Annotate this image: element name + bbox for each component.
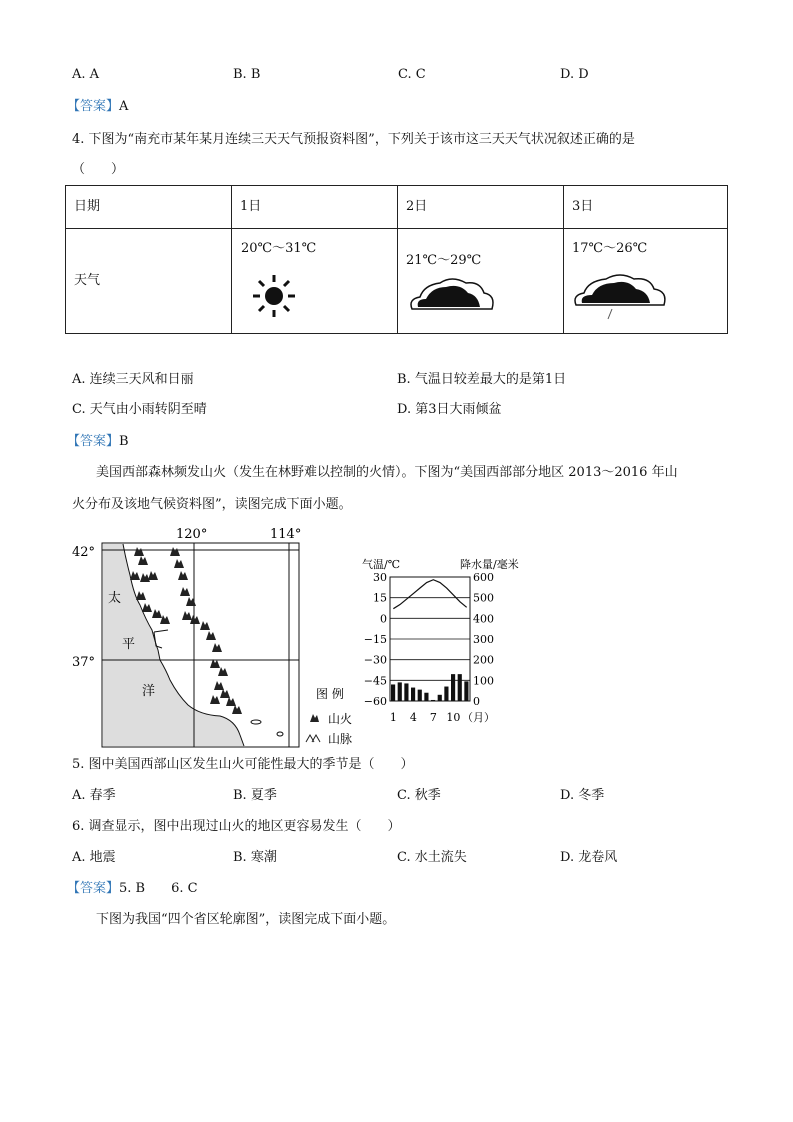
temp-day1: 20℃～31℃ bbox=[241, 241, 317, 256]
q3-answer bbox=[67, 99, 128, 115]
precip-bar bbox=[411, 688, 415, 701]
q3-option-a: A. A bbox=[72, 67, 100, 82]
answer-value: B bbox=[119, 434, 129, 449]
x-tick-label: 1 bbox=[389, 711, 397, 724]
precip-bar bbox=[404, 683, 408, 701]
row-label-weather: 天气 bbox=[74, 273, 101, 288]
left-tick-label: −45 bbox=[363, 674, 387, 688]
right-tick-label: 300 bbox=[473, 633, 494, 646]
precip-bar bbox=[444, 687, 448, 701]
ocean-char-2: 平 bbox=[122, 637, 136, 652]
q5-option-d: D. 冬季 bbox=[560, 788, 605, 803]
right-tick-label: 500 bbox=[473, 591, 494, 605]
q4-option-c: C. 天气由小雨转阴至晴 bbox=[72, 402, 207, 417]
climate-chart bbox=[360, 555, 535, 727]
precip-bar bbox=[451, 674, 455, 701]
overcast-cloud-icon bbox=[408, 273, 498, 313]
x-tick-label: 7 bbox=[429, 711, 437, 724]
left-tick-label: 30 bbox=[373, 571, 387, 584]
q6-option-d: D. 龙卷风 bbox=[560, 850, 618, 865]
weather-table bbox=[65, 185, 728, 334]
q5-stem: 5. 图中美国西部山区发生山火可能性最大的季节是（ ） bbox=[72, 757, 414, 772]
q5-option-c: C. 秋季 bbox=[397, 788, 441, 803]
answer-value: 5. B 6. C bbox=[119, 881, 198, 896]
left-tick-label: −60 bbox=[363, 695, 387, 708]
left-tick-label: −15 bbox=[363, 633, 387, 646]
legend-title: 图 例 bbox=[316, 687, 344, 701]
x-unit-label: （月） bbox=[462, 711, 495, 724]
ocean-char-3: 洋 bbox=[142, 684, 156, 699]
light-rain-cloud-icon bbox=[572, 269, 672, 325]
lat-label-42: 42° bbox=[72, 545, 96, 560]
ylabel-right: 降水量/毫米 bbox=[460, 558, 519, 571]
q3-option-c: C. C bbox=[398, 67, 426, 82]
q4-paren: （ ） bbox=[72, 162, 125, 177]
precip-bar bbox=[398, 682, 402, 701]
passage-line-2: 火分布及该地气候资料图”，读图完成下面小题。 bbox=[72, 497, 352, 512]
legend-mountain: 山脉 bbox=[328, 732, 353, 746]
next-intro: 下图为我国“四个省区轮廓图”，读图完成下面小题。 bbox=[96, 912, 396, 927]
answer-value: A bbox=[119, 99, 129, 114]
q4-option-a: A. 连续三天风和日丽 bbox=[72, 372, 194, 387]
precip-bar bbox=[424, 693, 428, 701]
ylabel-left: 气温/℃ bbox=[362, 558, 401, 571]
answer-tag: 【答案】 bbox=[67, 434, 120, 449]
q6-option-b: B. 寒潮 bbox=[233, 850, 277, 865]
q5-option-a: A. 春季 bbox=[72, 788, 116, 803]
legend-wildfire: 山火 bbox=[328, 712, 353, 726]
temperature-line bbox=[393, 580, 466, 609]
x-tick-label: 4 bbox=[409, 711, 417, 724]
precip-bar bbox=[458, 674, 462, 701]
left-tick-label: 0 bbox=[380, 612, 387, 626]
mountain-icon bbox=[306, 735, 320, 742]
precip-bar bbox=[391, 684, 395, 701]
ocean-char-1: 太 bbox=[108, 591, 122, 606]
q4-option-d: D. 第3日大雨倾盆 bbox=[397, 402, 502, 417]
lat-label-37: 37° bbox=[72, 655, 96, 670]
header-day1: 1日 bbox=[240, 199, 262, 214]
temp-day3: 17℃～26℃ bbox=[572, 241, 648, 256]
lon-label-120: 120° bbox=[176, 527, 208, 542]
q4-answer bbox=[67, 434, 129, 450]
x-tick-label: 10 bbox=[446, 711, 461, 724]
precip-bar bbox=[431, 700, 435, 701]
header-day3: 3日 bbox=[572, 199, 594, 214]
right-tick-label: 100 bbox=[473, 674, 494, 688]
q4-option-b: B. 气温日较差最大的是第1日 bbox=[397, 372, 567, 387]
q56-answer bbox=[67, 881, 198, 897]
q6-option-a: A. 地震 bbox=[72, 850, 116, 865]
q6-option-c: C. 水土流失 bbox=[397, 850, 467, 865]
header-day2: 2日 bbox=[406, 199, 428, 214]
left-tick-label: 15 bbox=[373, 591, 387, 605]
header-date: 日期 bbox=[74, 199, 101, 214]
answer-tag: 【答案】 bbox=[67, 881, 120, 896]
q5-option-b: B. 夏季 bbox=[233, 788, 277, 803]
left-tick-label: −30 bbox=[363, 653, 387, 667]
q3-option-d: D. D bbox=[560, 67, 589, 82]
temp-day2: 21℃～29℃ bbox=[406, 253, 482, 268]
wildfire-map bbox=[60, 520, 360, 752]
answer-tag: 【答案】 bbox=[67, 99, 120, 114]
q3-option-b: B. B bbox=[233, 67, 261, 82]
passage-line-1: 美国西部森林频发山火（发生在林野难以控制的火情）。下图为“美国西部部分地区 2013～2016 年山 bbox=[96, 465, 678, 480]
precip-bar bbox=[438, 695, 442, 701]
wildfire-icon bbox=[310, 714, 319, 722]
q4-stem: 4. 下图为“南充市某年某月连续三天天气预报资料图”，下列关于该市这三天天气状况叙述正确的是 bbox=[72, 132, 635, 147]
q6-stem: 6. 调查显示，图中出现过山火的地区更容易发生（ ） bbox=[72, 819, 401, 834]
sun-icon bbox=[246, 273, 302, 319]
precip-bar bbox=[418, 690, 422, 701]
lon-label-114: 114° bbox=[270, 527, 302, 542]
right-tick-label: 400 bbox=[473, 612, 494, 626]
right-tick-label: 600 bbox=[473, 571, 494, 584]
right-tick-label: 200 bbox=[473, 653, 494, 667]
right-tick-label: 0 bbox=[473, 695, 480, 708]
precip-bar bbox=[464, 681, 468, 701]
